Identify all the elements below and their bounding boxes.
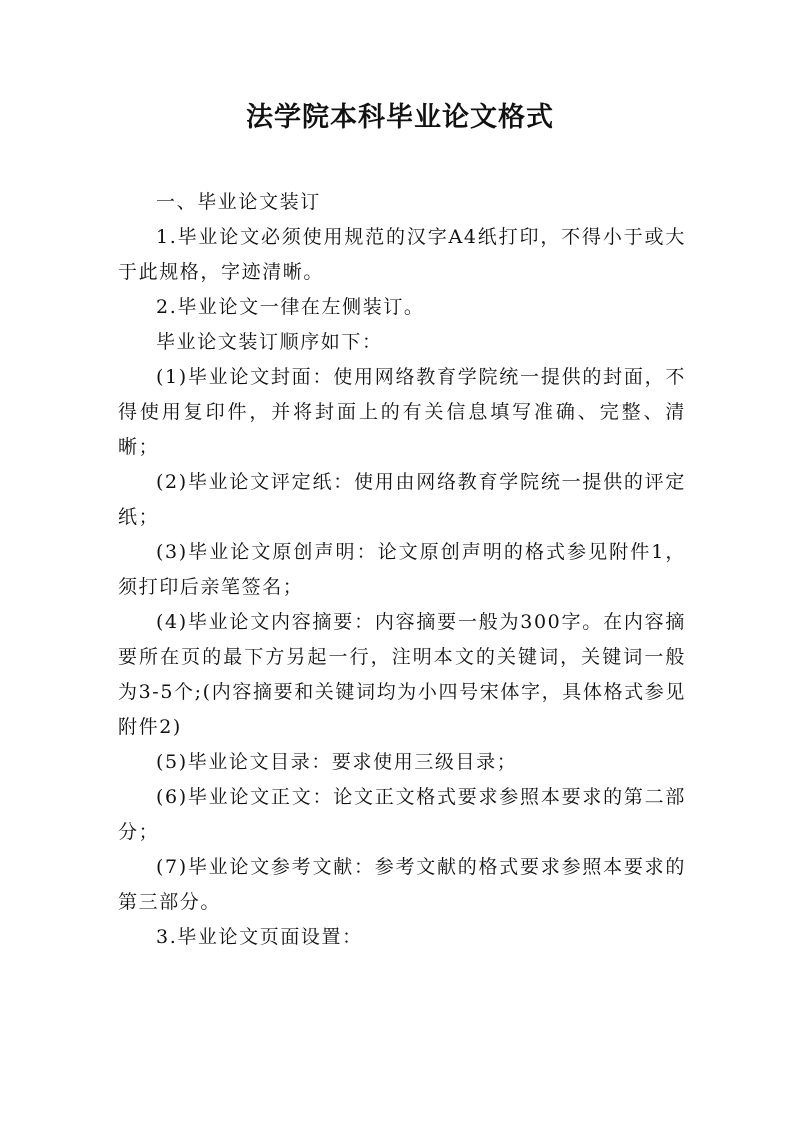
list-item-abstract: (4)毕业论文内容摘要：内容摘要一般为300字。在内容摘要所在页的最下方另起一行，注明本文的关键词，关键词一般为3-5个;(内容摘要和关键词均为小四号宋体字，具体格式参见附件2) xyxy=(118,611,686,738)
document-title: 法学院本科毕业论文格式 xyxy=(246,102,554,133)
paragraph-paper-size: 1.毕业论文必须使用规范的汉字A4纸打印，不得小于或大于此规格，字迹清晰。 xyxy=(118,226,686,283)
paragraph-left-binding: 2.毕业论文一律在左侧装订。 xyxy=(156,296,425,318)
section-heading-binding: 一、毕业论文装订 xyxy=(156,191,321,213)
list-item-main-text: (6)毕业论文正文：论文正文格式要求参照本要求的第二部分； xyxy=(118,786,686,843)
paragraph-page-setup: 3.毕业论文页面设置： xyxy=(156,926,363,948)
paragraph-binding-order: 毕业论文装订顺序如下： xyxy=(156,331,383,353)
list-item-cover: (1)毕业论文封面：使用网络教育学院统一提供的封面，不得使用复印件，并将封面上的有关信息填写准确、完整、清晰； xyxy=(118,366,686,458)
document-body xyxy=(118,185,686,955)
list-item-table-of-contents: (5)毕业论文目录：要求使用三级目录； xyxy=(156,751,518,773)
list-item-evaluation-sheet: (2)毕业论文评定纸：使用由网络教育学院统一提供的评定纸； xyxy=(118,471,686,528)
list-item-references: (7)毕业论文参考文献：参考文献的格式要求参照本要求的第三部分。 xyxy=(118,856,686,913)
list-item-originality-statement: (3)毕业论文原创声明：论文原创声明的格式参见附件1，须打印后亲笔签名； xyxy=(118,541,686,598)
